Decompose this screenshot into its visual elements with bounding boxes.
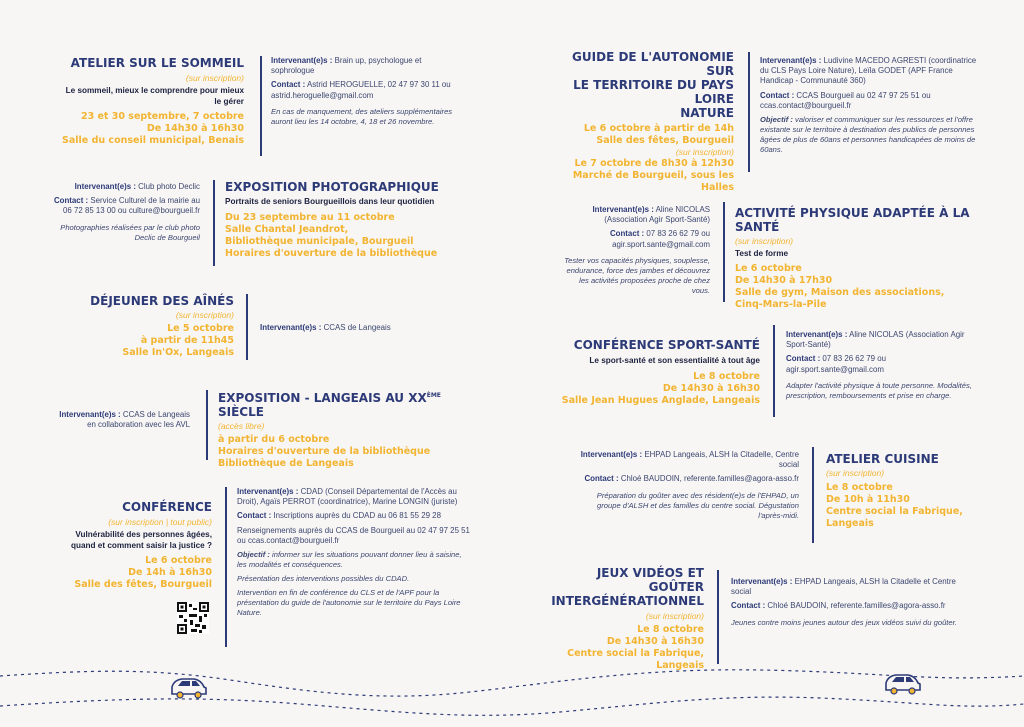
event-title: EXPOSITION - LANGEAIS AU XXÈME SIÈCLE	[218, 391, 441, 419]
event-cuisine-info	[576, 450, 799, 521]
inscription-note: (sur inscription)	[675, 147, 734, 157]
event-date: à partir du 6 octobre	[218, 434, 330, 445]
intervenants: Intervenant(e)s : Ludivine MACEDO AGRESTI (coordinatrice du CLS Pays Loire Nature), Leïla GODET (APF France Handicap - Communauté 360)	[760, 56, 977, 86]
event-date: Le 8 octobre	[637, 624, 704, 635]
event-place: Marché de Bourgueil, sous les	[572, 170, 734, 181]
event-place: Salle des fêtes, Bourgueil	[74, 579, 212, 590]
event-hours: De 10h à 11h30	[826, 494, 910, 505]
event-place: Centre social la Fabrique,	[567, 648, 704, 659]
divider	[260, 56, 262, 156]
event-activite-main	[735, 206, 985, 311]
event-hours: Horaires d'ouverture de la bibliothèque	[218, 446, 431, 457]
intervenants: Intervenant(e)s : Aline NICOLAS (Association Agir Sport-Santé)	[592, 205, 710, 225]
event-date: Le 6 octobre	[735, 262, 802, 274]
event-date: Le 6 octobre à partir de 14h	[583, 123, 734, 134]
qr-code	[177, 602, 209, 634]
event-expo-photo-main	[225, 180, 475, 260]
event-title: ATELIER SUR LE SOMMEIL	[70, 56, 244, 70]
contact: Contact : Astrid HEROGUELLE, 02 47 97 30 11 ou astrid.heroguelle@gmail.com	[271, 80, 451, 100]
event-title: JEUX VIDÉOS ET GOÛTER	[596, 566, 704, 594]
event-subtitle: Vulnérabilité des personnes âgées, quand et comment saisir la justice ?	[70, 530, 212, 550]
contact: Contact : CCAS Bourgueil au 02 47 97 25 51 ou ccas.contact@bourgueil.fr	[760, 90, 931, 110]
event-note: En cas de manquement, des ateliers supplémentaires auront lieu les 14 octobre, 4, 18 et 26 novembre.	[271, 106, 453, 126]
event-jeux-info	[731, 577, 967, 628]
event-atelier-sommeil-main	[50, 56, 244, 147]
event-title: GUIDE DE L'AUTONOMIE SUR	[572, 50, 734, 78]
inscription-note: (sur inscription)	[826, 468, 885, 478]
event-hours: De 14h30 à 16h30	[662, 382, 760, 394]
contact: Contact : Chloé BAUDOIN, referente.familles@agora-asso.fr	[584, 474, 799, 484]
inscription-note: (accès libre)	[218, 421, 265, 431]
contact: Contact : 07 83 26 62 79 ou agir.sport.sante@gmail.com	[786, 354, 887, 374]
inscription-note: (sur inscription)	[175, 310, 234, 320]
intervenants: Intervenant(e)s : EHPAD Langeais, ALSH la Citadelle et Centre social	[731, 577, 956, 597]
event-title: ATELIER CUISINE	[826, 452, 939, 466]
inscription-note: (sur inscription)	[185, 73, 244, 83]
divider	[213, 180, 215, 266]
event-dejeuner-main	[90, 294, 234, 359]
event-sport-sante-info	[786, 330, 986, 401]
event-guide-main	[548, 50, 734, 194]
event-cuisine-main	[826, 452, 986, 530]
event-hours: De 14h30 à 17h30	[735, 274, 833, 286]
event-title: EXPOSITION PHOTOGRAPHIQUE	[225, 180, 439, 194]
event-place: Salle Jean Hugues Anglade, Langeais	[561, 394, 760, 406]
inscription-note: (sur inscription)	[645, 611, 704, 621]
event-place: Salle du conseil municipal, Benais	[62, 135, 244, 146]
event-place: Centre social la Fabrique,	[826, 506, 963, 517]
divider	[723, 202, 725, 302]
event-place: Salle de gym, Maison des associations,	[735, 286, 945, 298]
event-note: Jeunes contre moins jeunes autour des jeux vidéos suivi du goûter.	[731, 617, 957, 627]
event-title: LE TERRITOIRE DU PAYS LOIRE	[573, 78, 734, 106]
event-subtitle: Le sommeil, mieux le comprendre pour mieux le gérer	[65, 86, 244, 106]
event-subtitle: Portraits de seniors Bourgueillois dans leur quotidien	[225, 197, 435, 206]
event-place: Salle des fêtes, Bourgueil	[596, 135, 734, 146]
event-date: Le 8 octobre	[826, 482, 893, 493]
event-note: Tester vos capacités physiques, souplesse, endurance, force des jambes et découvrez les activités proposées proche de chez vous.	[564, 255, 710, 295]
event-hours: De 14h30 à 16h30	[146, 123, 244, 134]
contact: Contact : 07 83 26 62 79 ou agir.sport.sante@gmail.com	[609, 229, 710, 249]
event-place: Salle Chantal Jeandrot,	[225, 223, 349, 235]
event-title: CONFÉRENCE	[122, 500, 212, 514]
event-place: Salle In'Ox, Langeais	[122, 347, 234, 358]
event-place: Cinq-Mars-la-Pile	[735, 298, 827, 310]
intervenants: Intervenant(e)s : CDAD (Conseil Départemental de l'Accès au Droit), Agaïs PERROT (coordinatrice), Marine LONGIN (juriste)	[237, 487, 458, 507]
event-date: Le 8 octobre	[693, 370, 760, 382]
event-guide-info	[760, 56, 980, 155]
event-note: Photographies réalisées par le club photo Declic de Bourgueil	[60, 222, 200, 242]
event-hours: De 14h30 à 16h30	[606, 636, 704, 647]
contact: Contact : Chloé BAUDOIN, referente.familles@agora-asso.fr	[731, 601, 946, 611]
event-sport-sante-main	[548, 338, 760, 407]
divider	[773, 325, 775, 417]
event-hours: De 14h à 16h30	[128, 567, 212, 578]
event-title: INTERGÉNÉRATIONNEL	[551, 594, 704, 608]
event-title: CONFÉRENCE SPORT-SANTÉ	[573, 338, 760, 352]
event-place: Langeais	[826, 518, 874, 529]
divider	[225, 487, 227, 647]
event-note: Présentation des interventions possibles du CDAD.	[237, 574, 410, 584]
objectif: Objectif : informer sur les situations pouvant donner lieu à saisine, les modalités et conséquences.	[237, 550, 462, 570]
event-place: Bibliothèque de Langeais	[218, 458, 354, 469]
event-note: Intervention en fin de conférence du CLS et de l'APF pour la présentation du guide de l'autonomie sur le territoire du Pays Loire Nature.	[237, 588, 461, 618]
contact: Contact : Inscriptions auprès du CDAD au 06 81 55 29 28	[237, 511, 441, 521]
event-dejeuner-info	[260, 323, 460, 333]
event-place: Langeais	[656, 660, 704, 671]
divider	[246, 294, 248, 360]
event-place: Halles	[701, 182, 734, 193]
contact-ccas: Renseignements auprès du CCAS de Bourgueil au 02 47 97 25 51 ou ccas.contact@bourgueil.fr	[237, 525, 470, 545]
inscription-note: (sur inscription | tout public)	[108, 517, 212, 527]
divider	[206, 390, 208, 460]
event-date: Le 7 octobre de 8h30 à 12h30	[574, 158, 734, 169]
event-title: ACTIVITÉ PHYSIQUE ADAPTÉE À LA SANTÉ	[735, 206, 970, 234]
event-title: NATURE	[680, 106, 734, 120]
event-date: Le 5 octobre	[167, 323, 234, 334]
intervenants: Intervenant(e)s : Club photo Declic	[74, 182, 200, 191]
objectif: Objectif : valoriser et communiquer sur les ressources et l'offre existante sur le territoire à destination des publics de personnes âgées de plus de 60ans et personnes handicapées de moins de 60ans.	[760, 115, 976, 155]
car-icon	[886, 675, 920, 694]
event-activite-info	[562, 205, 710, 296]
divider	[812, 447, 814, 543]
event-place: Bibliothèque municipale, Bourgueil	[225, 235, 414, 247]
event-dates: 23 et 30 septembre, 7 octobre	[80, 111, 244, 122]
road-decoration	[0, 640, 1024, 727]
event-date: Le 6 octobre	[145, 555, 212, 566]
intervenants: Intervenant(e)s : Brain up, psychologue et sophrologue	[271, 56, 422, 76]
intervenants: Intervenant(e)s : EHPAD Langeais, ALSH la Citadelle, Centre social	[580, 450, 799, 470]
car-icon	[172, 679, 206, 698]
event-atelier-sommeil-info	[271, 56, 467, 127]
event-expo-langeais-main	[218, 389, 478, 470]
event-subtitle: Le sport-santé et son essentialité à tout âge	[589, 356, 760, 365]
event-hours: à partir de 11h45	[140, 335, 234, 346]
intervenants: Intervenant(e)s : CCAS de Langeais	[260, 323, 391, 332]
event-conference-info	[237, 487, 473, 618]
event-note: Adapter l'activité physique à toute personne. Modalités, prescription, remboursements et prise en charge.	[786, 380, 972, 400]
contact: Contact : Service Culturel de la mairie au 06 72 85 13 00 ou culture@bourgueil.fr	[53, 196, 200, 216]
divider	[748, 52, 750, 172]
event-hours: Horaires d'ouverture de la bibliothèque	[225, 247, 438, 259]
event-conference-main	[50, 500, 212, 591]
event-subtitle: Test de forme	[735, 249, 789, 258]
event-expo-langeais-info	[52, 410, 190, 430]
intervenants: Intervenant(e)s : CCAS de Langeais en collaboration avec les AVL	[59, 410, 190, 430]
event-dates: Du 23 septembre au 11 octobre	[225, 211, 395, 223]
event-title: DÉJEUNER DES AÎNÉS	[90, 294, 234, 308]
intervenants: Intervenant(e)s : Aline NICOLAS (Association Agir Sport-Santé)	[786, 330, 965, 350]
event-note: Préparation du goûter avec des résident(e)s de l'EHPAD, un groupe d'ALSH et des familles du centre social. Dégustation l'après-midi.	[596, 490, 799, 520]
event-expo-photo-info	[48, 182, 200, 243]
inscription-note: (sur inscription)	[735, 236, 794, 246]
